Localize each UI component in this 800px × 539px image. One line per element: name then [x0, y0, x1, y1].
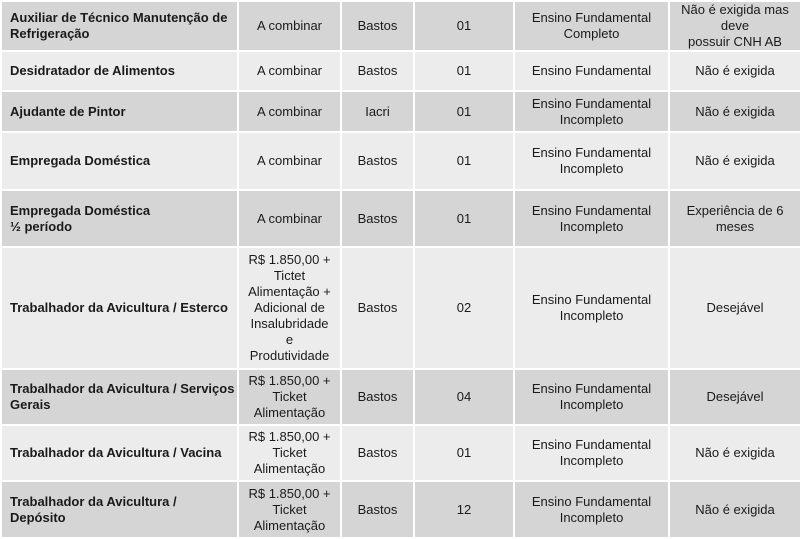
education-cell: Ensino Fundamental Incompleto [514, 247, 669, 369]
salary-cell: R$ 1.850,00 + Tictet Alimentação + Adicional de Insalubridade e Produtividade [238, 247, 341, 369]
job-title-cell: Auxiliar de Técnico Manutenção de Refrigeração [1, 1, 238, 51]
job-title-cell: Ajudante de Pintor [1, 91, 238, 132]
requirement-cell: Não é exigida [669, 132, 800, 190]
salary-cell: A combinar [238, 1, 341, 51]
salary-cell: R$ 1.850,00 + Ticket Alimentação [238, 425, 341, 481]
education-cell: Ensino Fundamental Incompleto [514, 425, 669, 481]
table-row [1, 132, 800, 190]
table-row [1, 481, 800, 538]
requirement-cell: Desejável [669, 369, 800, 425]
requirement-cell: Não é exigida [669, 91, 800, 132]
salary-cell: R$ 1.850,00 + Ticket Alimentação [238, 369, 341, 425]
requirement-cell: Experiência de 6 meses [669, 190, 800, 247]
table-row [1, 1, 800, 51]
city-cell: Bastos [341, 132, 414, 190]
requirement-cell: Não é exigida mas deve possuir CNH AB [669, 1, 800, 51]
job-title-cell: Empregada Doméstica ½ período [1, 190, 238, 247]
salary-cell: A combinar [238, 91, 341, 132]
salary-cell: A combinar [238, 190, 341, 247]
quantity-cell: 02 [414, 247, 514, 369]
quantity-cell: 01 [414, 1, 514, 51]
education-cell: Ensino Fundamental Completo [514, 1, 669, 51]
job-title-cell: Desidratador de Alimentos [1, 51, 238, 91]
table-row [1, 190, 800, 247]
city-cell: Bastos [341, 51, 414, 91]
quantity-cell: 01 [414, 190, 514, 247]
table-row [1, 51, 800, 91]
salary-cell: A combinar [238, 132, 341, 190]
city-cell: Bastos [341, 369, 414, 425]
job-title-cell: Trabalhador da Avicultura / Vacina [1, 425, 238, 481]
city-cell: Bastos [341, 481, 414, 538]
requirement-cell: Não é exigida [669, 481, 800, 538]
city-cell: Bastos [341, 190, 414, 247]
quantity-cell: 12 [414, 481, 514, 538]
education-cell: Ensino Fundamental Incompleto [514, 481, 669, 538]
city-cell: Bastos [341, 247, 414, 369]
salary-cell: R$ 1.850,00 + Ticket Alimentação [238, 481, 341, 538]
table-row [1, 247, 800, 369]
requirement-cell: Não é exigida [669, 425, 800, 481]
job-title-cell: Empregada Doméstica [1, 132, 238, 190]
table-row [1, 369, 800, 425]
city-cell: Bastos [341, 425, 414, 481]
education-cell: Ensino Fundamental [514, 51, 669, 91]
job-title-cell: Trabalhador da Avicultura / Depósito [1, 481, 238, 538]
education-cell: Ensino Fundamental Incompleto [514, 190, 669, 247]
requirement-cell: Não é exigida [669, 51, 800, 91]
job-title-cell: Trabalhador da Avicultura / Serviços Gerais [1, 369, 238, 425]
education-cell: Ensino Fundamental Incompleto [514, 369, 669, 425]
requirement-cell: Desejável [669, 247, 800, 369]
quantity-cell: 01 [414, 132, 514, 190]
city-cell: Iacri [341, 91, 414, 132]
job-title-cell: Trabalhador da Avicultura / Esterco [1, 247, 238, 369]
education-cell: Ensino Fundamental Incompleto [514, 132, 669, 190]
quantity-cell: 01 [414, 425, 514, 481]
quantity-cell: 01 [414, 51, 514, 91]
city-cell: Bastos [341, 1, 414, 51]
education-cell: Ensino Fundamental Incompleto [514, 91, 669, 132]
salary-cell: A combinar [238, 51, 341, 91]
quantity-cell: 04 [414, 369, 514, 425]
quantity-cell: 01 [414, 91, 514, 132]
table-row [1, 91, 800, 132]
table-row [1, 425, 800, 481]
